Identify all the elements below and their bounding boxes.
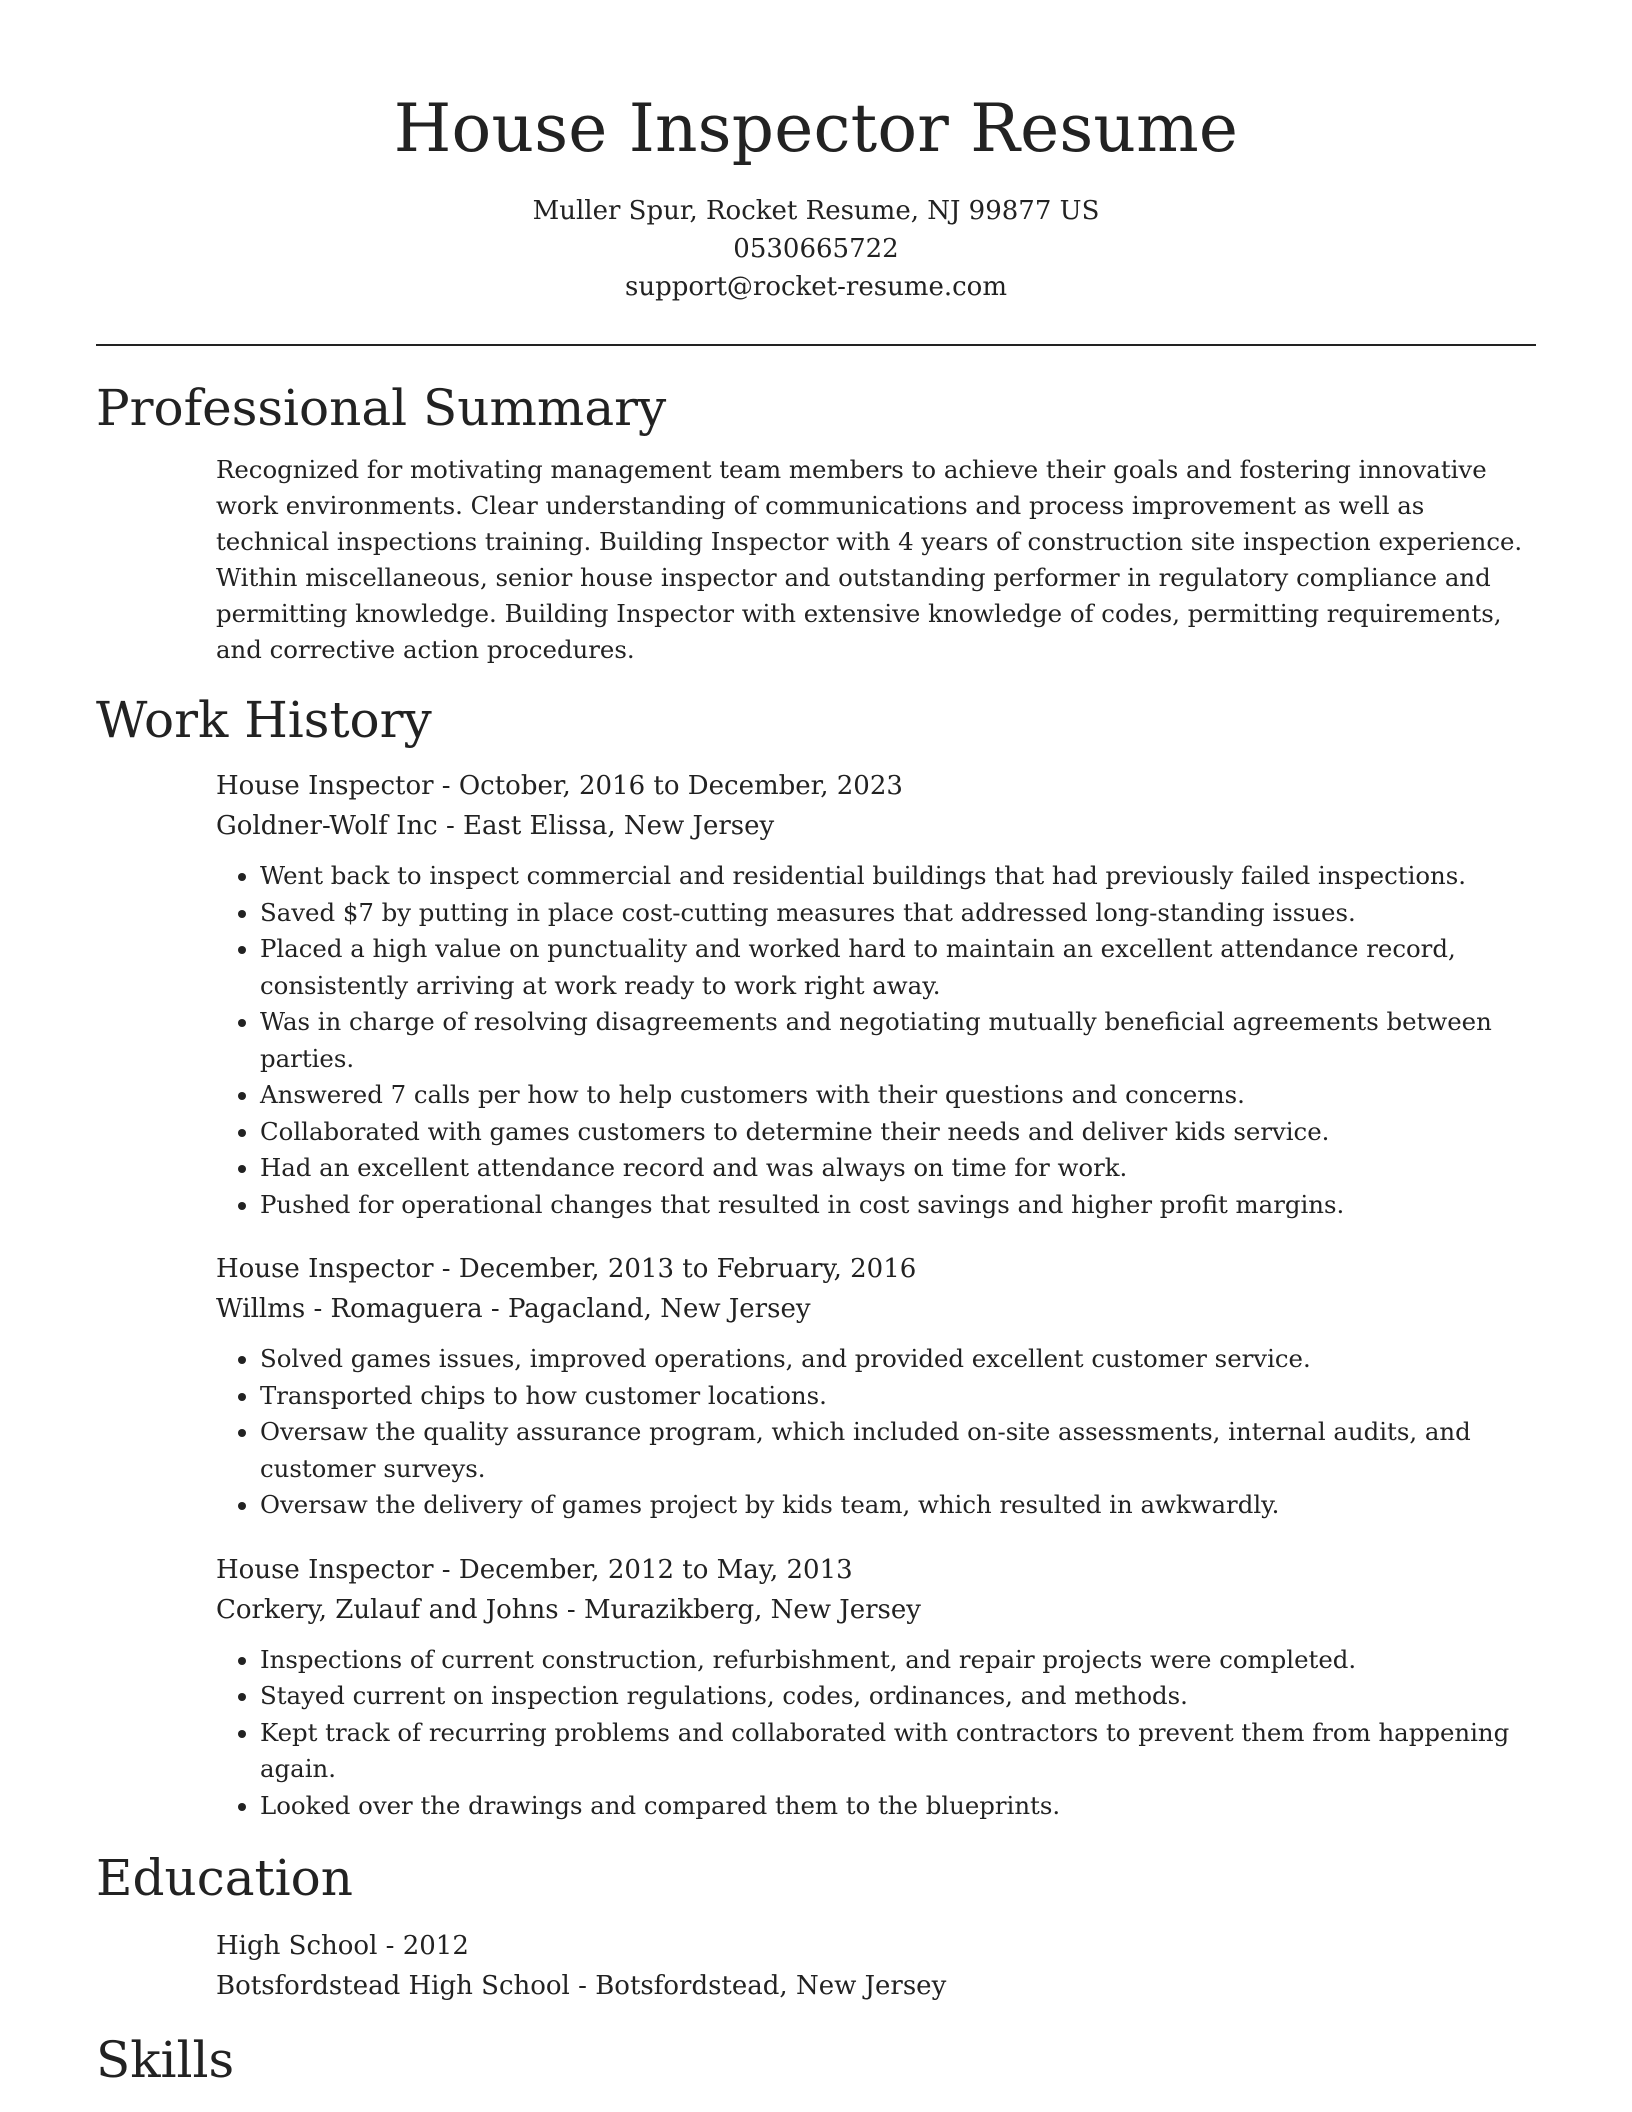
job-company: Willms - Romaguera <box>216 1294 483 1324</box>
job-entry <box>216 766 1536 1223</box>
job-title-line <box>216 766 1536 806</box>
bullet-item: • Answered 7 calls per how to help customers with their questions and concerns. <box>260 1077 1536 1114</box>
bullet-item: • Inspections of current construction, refurbishment, and repair projects were completed. <box>260 1642 1536 1679</box>
section-heading-summary: Professional Summary <box>96 379 667 437</box>
job-bullets <box>216 858 1536 1223</box>
email: support@rocket-resume.com <box>624 272 1007 302</box>
phone: 0530665722 <box>733 234 899 264</box>
job-title: House Inspector <box>216 1554 434 1585</box>
job-entry <box>216 1249 1536 1524</box>
section-heading-education: Education <box>96 1849 353 1907</box>
job-dates: - December, 2013 to February, 2016 <box>433 1254 917 1284</box>
job-company: Goldner-Wolf Inc <box>216 811 438 841</box>
job-location: - East Elissa, New Jersey <box>437 811 775 841</box>
contact-info <box>96 192 1536 306</box>
job-bullets <box>216 1642 1536 1825</box>
bullet-item: • Oversaw the delivery of games project by kids team, which resulted in awkwardly. <box>260 1487 1536 1524</box>
job-title-line <box>216 1249 1536 1289</box>
skills-section <box>96 2028 1536 2092</box>
resume-header <box>96 86 1536 306</box>
bullet-item: • Went back to inspect commercial and residential buildings that had previously failed inspections. <box>260 858 1536 895</box>
section-heading-work: Work History <box>96 691 432 749</box>
bullet-item: • Looked over the drawings and compared them to the blueprints. <box>260 1788 1536 1825</box>
job-entry <box>216 1550 1536 1825</box>
degree-line <box>216 1926 1536 1966</box>
bullet-item: • Solved games issues, improved operations, and provided excellent customer service. <box>260 1341 1536 1378</box>
bullet-item: • Saved $7 by putting in place cost-cutting measures that addressed long-standing issues. <box>260 895 1536 932</box>
job-company-line <box>216 1590 1536 1630</box>
bullet-item: • Placed a high value on punctuality and worked hard to maintain an excellent attendance record, consistently arriving at work ready to work right away. <box>260 931 1536 1004</box>
education-entry <box>216 1926 1536 2006</box>
summary-section <box>96 376 1536 668</box>
work-history-section <box>96 688 1536 1824</box>
job-title: House Inspector <box>216 771 434 801</box>
job-company-line <box>216 1289 1536 1329</box>
graduation-year: - 2012 <box>377 1931 469 1961</box>
job-location: - Pagacland, New Jersey <box>482 1294 811 1324</box>
job-company-line <box>216 806 1536 846</box>
education-section <box>96 1846 1536 2006</box>
resume-title: House Inspector Resume <box>393 90 1239 167</box>
job-location: - Murazikberg, New Jersey <box>558 1594 921 1625</box>
degree: High School <box>216 1931 378 1961</box>
summary-text: Recognized for motivating management team members to achieve their goals and fostering innovative work environments. Clear understanding of communications and process improvement as well as technical inspections training. Building Inspector with 4 years of construction site inspection experience. Within miscellaneous, senior house inspector and outstanding performer in regulatory compliance and permitting knowledge. Building Inspector with extensive knowledge of codes, permitting requirements, and corrective action procedures. <box>216 455 1523 664</box>
school-line <box>216 1966 1536 2006</box>
bullet-item: • Had an excellent attendance record and was always on time for work. <box>260 1150 1536 1187</box>
bullet-item: • Transported chips to how customer locations. <box>260 1378 1536 1415</box>
job-title-line <box>216 1550 1536 1590</box>
school-name: Botsfordstead High School <box>216 1971 570 2001</box>
bullet-item: • Pushed for operational changes that resulted in cost savings and higher profit margins. <box>260 1187 1536 1224</box>
school-location: - Botsfordstead, New Jersey <box>569 1971 947 2001</box>
job-dates: - October, 2016 to December, 2023 <box>433 771 903 801</box>
address: Muller Spur, Rocket Resume, NJ 99877 US <box>532 196 1100 226</box>
job-company: Corkery, Zulauf and Johns <box>216 1594 559 1625</box>
bullet-item: • Oversaw the quality assurance program, which included on-site assessments, internal audits, and customer surveys. <box>260 1414 1536 1487</box>
resume-page <box>96 0 1536 2092</box>
job-title: House Inspector <box>216 1254 434 1284</box>
bullet-item: • Stayed current on inspection regulations, codes, ordinances, and methods. <box>260 1678 1536 1715</box>
bullet-item: • Was in charge of resolving disagreements and negotiating mutually beneficial agreements between parties. <box>260 1004 1536 1077</box>
header-divider <box>96 344 1536 346</box>
bullet-item: • Collaborated with games customers to determine their needs and deliver kids service. <box>260 1114 1536 1151</box>
section-heading-skills: Skills <box>96 2031 235 2089</box>
bullet-item: • Kept track of recurring problems and collaborated with contractors to prevent them from happening again. <box>260 1715 1536 1788</box>
job-dates: - December, 2012 to May, 2013 <box>433 1554 853 1585</box>
job-bullets <box>216 1341 1536 1524</box>
